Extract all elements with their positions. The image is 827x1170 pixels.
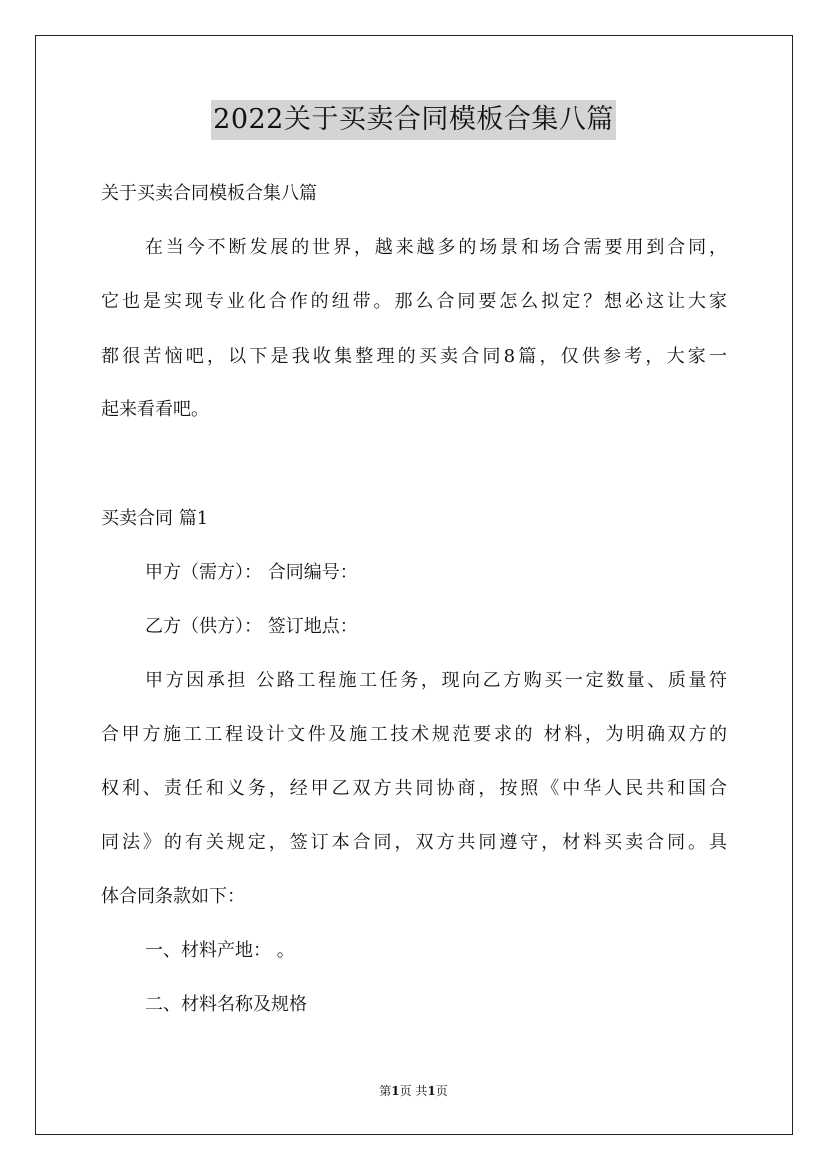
body-line-2: 合甲方施工工程设计文件及施工技术规范要求的 材料，为明确双方的 [101,724,727,745]
intro-line-2: 它也是实现专业化合作的纽带。那么合同要怎么拟定？想必这让大家 [101,291,727,312]
clause-1: 一、材料产地： 。 [145,940,295,961]
body-line-4: 同法》的有关规定，签订本合同，双方共同遵守，材料买卖合同。具 [101,832,727,853]
party-a-line: 甲方（需方）： 合同编号： [145,562,358,583]
body-line-1: 甲方因承担 公路工程施工任务，现向乙方购买一定数量、质量符 [145,670,727,691]
footer-page-number: 1 [391,1084,400,1098]
clause-2: 二、材料名称及规格 [145,994,307,1015]
footer-total-pages: 1 [427,1084,436,1098]
body-line-3: 权利、责任和义务，经甲乙双方共同协商，按照《中华人民共和国合 [101,778,727,799]
title-area [0,100,827,140]
footer-suffix: 页 [435,1084,448,1098]
footer-mid: 页 共 [399,1084,428,1098]
page-footer [0,1083,827,1099]
body-line-5: 体合同条款如下： [101,886,245,907]
document-title: 2022关于买卖合同模板合集八篇 [211,100,616,140]
intro-line-3: 都很苦恼吧，以下是我收集整理的买卖合同8篇，仅供参考，大家一 [101,346,727,367]
party-b-line: 乙方（供方）： 签订地点： [145,616,358,637]
document-subtitle: 关于买卖合同模板合集八篇 [101,183,317,204]
footer-prefix: 第 [379,1084,392,1098]
intro-line-4: 起来看看吧。 [101,399,209,420]
intro-line-1: 在当今不断发展的世界，越来越多的场景和场合需要用到合同， [145,237,727,258]
section-heading: 买卖合同 篇1 [101,508,209,529]
